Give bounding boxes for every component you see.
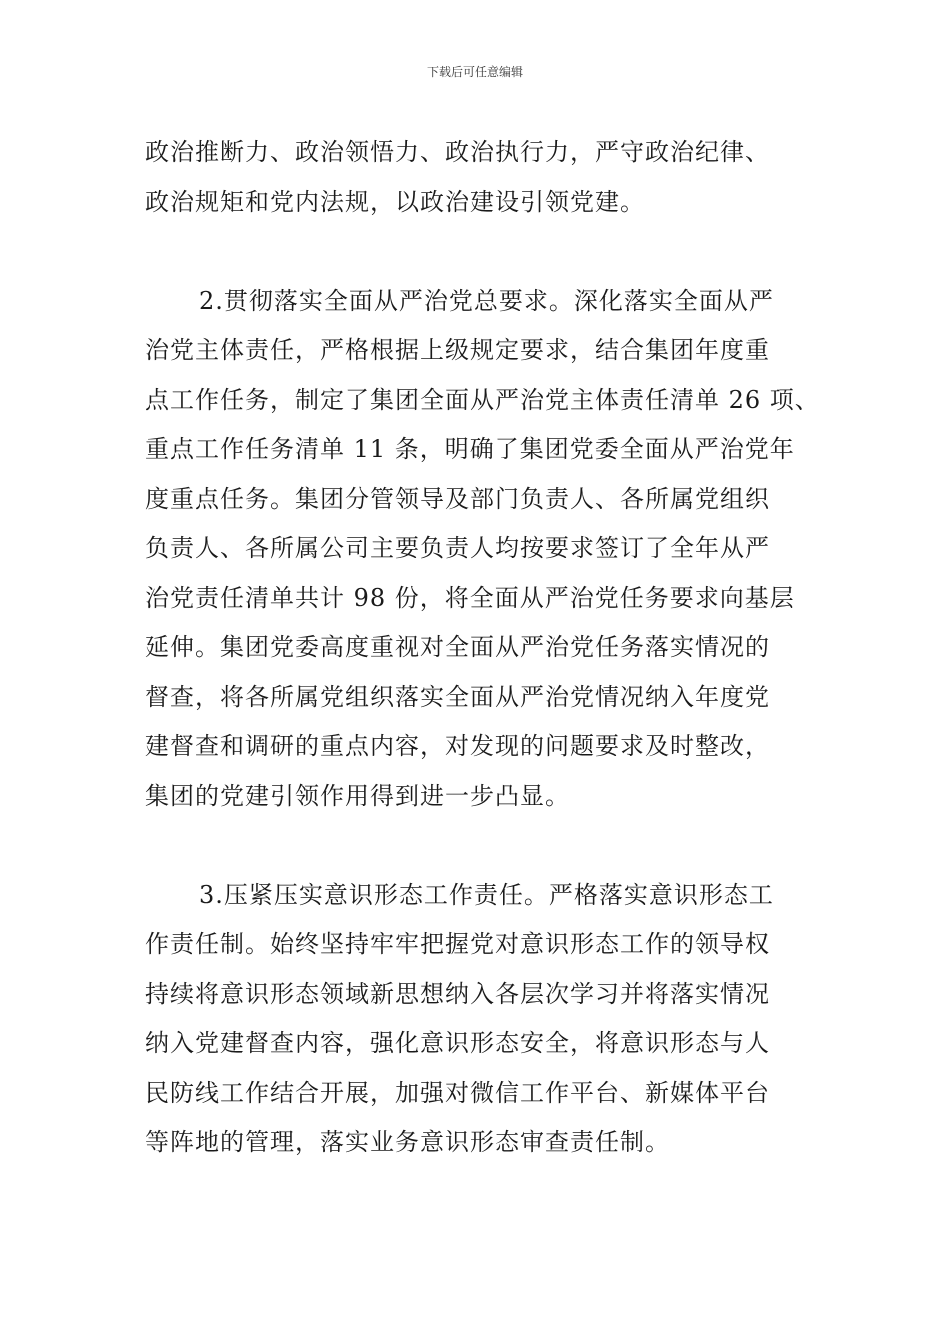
text-line: 2.贯彻落实全面从严治党总要求。深化落实全面从严 (199, 286, 774, 315)
text-line: 纳入党建督查内容，强化意识形态安全，将意识形态与人 (145, 1029, 770, 1057)
text-line: 政治推断力、政治领悟力、政治执行力，严守政治纪律、 (145, 138, 770, 166)
text-line: 督查，将各所属党组织落实全面从严治党情况纳入年度党 (145, 682, 770, 711)
paragraph-gap (145, 821, 810, 871)
paragraph-2 (145, 277, 820, 822)
document-body (145, 128, 820, 1168)
text-line: 作责任制。始终坚持牢牢把握党对意识形态工作的领导权 (145, 930, 770, 958)
text-line: 延伸。集团党委高度重视对全面从严治党任务落实情况的 (145, 633, 770, 661)
text-line: 度重点任务。集团分管领导及部门负责人、各所属党组织 (145, 484, 770, 513)
text-line: 治党主体责任，严格根据上级规定要求，结合集团年度重 (145, 336, 770, 364)
text-line: 民防线工作结合开展，加强对微信工作平台、新媒体平台 (145, 1078, 770, 1107)
text-line: 等阵地的管理，落实业务意识形态审查责任制。 (145, 1128, 670, 1156)
text-line: 负责人、各所属公司主要负责人均按要求签订了全年从严 (145, 534, 770, 562)
text-line: 重点工作任务清单 11 条，明确了集团党委全面从严治党年 (145, 435, 795, 463)
paragraph-3 (145, 871, 810, 1168)
text-line: 点工作任务，制定了集团全面从严治党主体责任清单 26 项、 (145, 385, 820, 414)
text-line: 建督查和调研的重点内容，对发现的问题要求及时整改， (145, 732, 770, 760)
text-line: 政治规矩和党内法规，以政治建设引领党建。 (145, 187, 645, 216)
paragraph-1 (145, 128, 810, 227)
page-header: 下载后可任意编辑 (426, 65, 523, 79)
text-line: 3.压紧压实意识形态工作责任。严格落实意识形态工 (199, 880, 774, 909)
paragraph-gap (145, 227, 810, 277)
text-line: 治党责任清单共计 98 份，将全面从严治党任务要求向基层 (145, 583, 795, 612)
text-line: 集团的党建引领作用得到进一步凸显。 (145, 781, 570, 810)
text-line: 持续将意识形态领域新思想纳入各层次学习并将落实情况 (145, 979, 770, 1008)
